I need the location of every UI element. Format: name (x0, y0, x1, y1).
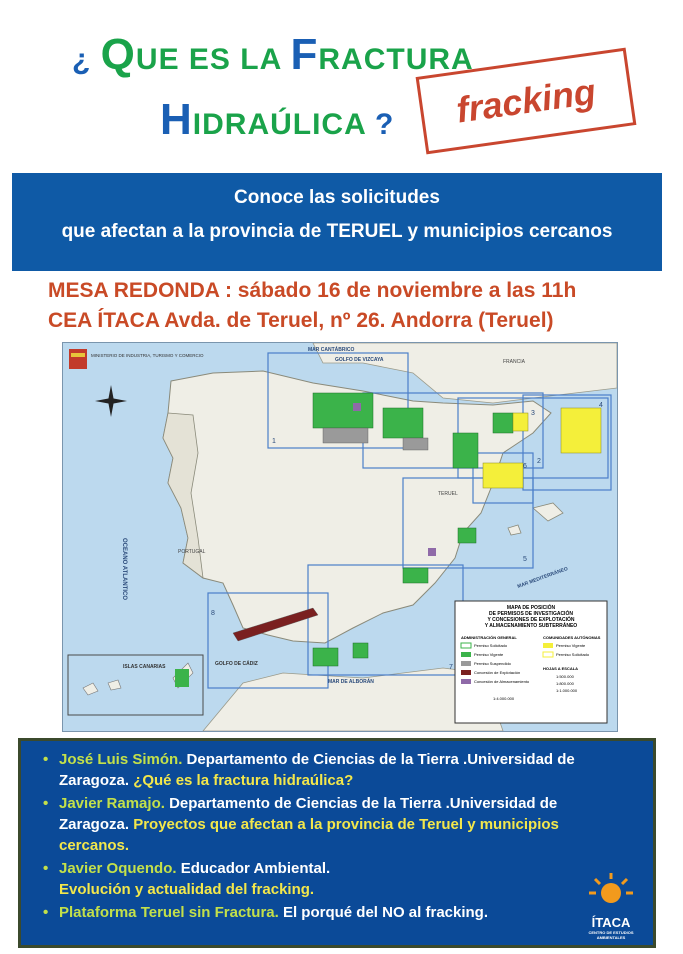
svg-text:DE PERMISOS DE INVESTIGACIÓN: DE PERMISOS DE INVESTIGACIÓN (489, 611, 573, 617)
label-cadiz: GOLFO DE CÁDIZ (215, 661, 258, 667)
svg-text:1:800.000: 1:800.000 (556, 681, 574, 686)
svg-text:Y ALMACENAMIENTO SUBTERRÁNEO: Y ALMACENAMIENTO SUBTERRÁNEO (484, 623, 578, 629)
svg-text:Concesión de Explotación: Concesión de Explotación (474, 670, 521, 675)
svg-text:Permiso Solicitado: Permiso Solicitado (474, 643, 508, 648)
speaker-affiliation: Departamento de Ciencias de la Tierra .Universidad de Zaragoza. (59, 795, 558, 833)
title-letter-f: F (290, 30, 319, 79)
svg-text:Permiso Solicitado: Permiso Solicitado (556, 652, 590, 657)
banner-line-2: que afectan a la provincia de TERUEL y municipios cercanos (61, 221, 613, 242)
speaker-topic: Evolución y actualidad del fracking. (59, 881, 315, 898)
svg-text:HOJAS A ESCALA: HOJAS A ESCALA (543, 666, 579, 671)
svg-text:2: 2 (537, 458, 541, 465)
label-portugal: PORTUGAL (178, 549, 206, 555)
svg-text:Permiso Vigente: Permiso Vigente (556, 643, 586, 648)
title-text-2: RACTURA (318, 43, 474, 76)
speaker-name: Javier Ramajo. (59, 795, 165, 812)
title-text-3: IDRAÚLICA (192, 108, 366, 141)
permits-map (62, 342, 618, 732)
event-date: MESA REDONDA : sábado 16 de noviembre a las 11h (48, 279, 577, 302)
speaker-item (59, 749, 653, 791)
label-teruel: TERUEL (438, 491, 458, 497)
info-banner (12, 173, 662, 271)
title-text-1: UE ES LA (135, 43, 291, 76)
svg-text:6: 6 (523, 463, 527, 470)
speaker-item (59, 902, 653, 923)
svg-text:Permiso Suspendido: Permiso Suspendido (474, 661, 511, 666)
speaker-item (59, 793, 653, 856)
sun-icon (581, 871, 641, 911)
speakers-list (21, 741, 653, 923)
title-letter-h: H (160, 95, 193, 144)
label-vizcaya: GOLFO DE VIZCAYA (335, 357, 384, 363)
svg-text:Y CONCESIONES DE EXPLOTACIÓN: Y CONCESIONES DE EXPLOTACIÓN (487, 617, 575, 623)
speaker-item (59, 858, 653, 900)
itaca-logo (581, 871, 641, 941)
svg-text:1:1.000.000: 1:1.000.000 (556, 688, 578, 693)
speaker-affiliation: Departamento de Ciencias de la Tierra .Universidad de Zaragoza. (59, 751, 575, 789)
svg-text:3: 3 (531, 410, 535, 417)
speaker-topic: Proyectos que afectan a la provincia de Teruel y municipios cercanos. (59, 816, 559, 854)
logo-subtitle: CENTRO DE ESTUDIOS AMBIENTALES (588, 930, 634, 940)
title-question-end: ? (365, 108, 395, 141)
label-mediterraneo: MAR MEDITERRÁNEO (516, 565, 569, 590)
banner-line-1: Conoce las solicitudes (234, 187, 440, 208)
svg-text:Concesión de Almacenamiento: Concesión de Almacenamiento (474, 679, 530, 684)
svg-text:8: 8 (211, 610, 215, 617)
svg-text:MAPA DE POSICIÓN: MAPA DE POSICIÓN (506, 605, 556, 611)
svg-text:ADMINISTRACIÓN GENERAL: ADMINISTRACIÓN GENERAL (461, 635, 517, 640)
speaker-name: Javier Oquendo. (59, 860, 177, 877)
svg-text:COMUNIDADES AUTÓNOMAS: COMUNIDADES AUTÓNOMAS (543, 635, 601, 640)
svg-text:7: 7 (449, 664, 453, 671)
title-letter-q: Q (100, 30, 136, 79)
title-question-mark: ¿ (72, 43, 92, 76)
svg-text:Permiso Vigente: Permiso Vigente (474, 652, 504, 657)
compass-icon (95, 385, 127, 417)
label-france: FRANCIA (503, 359, 525, 365)
event-location: CEA ÍTACA Avda. de Teruel, nº 26. Andorra (Teruel) (48, 309, 554, 332)
label-canarias: ISLAS CANARIAS (123, 664, 166, 670)
stamp-text: fracking (453, 70, 599, 131)
label-alboran: MAR DE ALBORÁN (328, 679, 374, 685)
balearic-islands (533, 503, 563, 521)
speakers-box (18, 738, 656, 948)
ministry-logo (69, 349, 87, 369)
logo-name: ÍTACA (591, 915, 631, 930)
speaker-name: José Luis Simón. (59, 751, 183, 768)
svg-text:1:4.000.000: 1:4.000.000 (493, 696, 515, 701)
label-cantabrico: MAR CANTÁBRICO (308, 347, 355, 353)
svg-text:4: 4 (599, 402, 603, 409)
svg-text:1: 1 (272, 438, 276, 445)
poster-title-line-1 (72, 30, 474, 80)
speaker-topic: ¿Qué es la fractura hidraúlica? (133, 772, 354, 789)
svg-text:1:500.000: 1:500.000 (556, 674, 574, 679)
label-atlantico: OCEANO ATLANTICO (121, 538, 127, 600)
ministry-label: MINISTERIO DE INDUSTRIA, TURISMO Y COMERCIO (91, 353, 204, 358)
speaker-affiliation: Educador Ambiental. (176, 860, 331, 877)
poster-title-line-2 (160, 95, 394, 145)
svg-text:5: 5 (523, 556, 527, 563)
speaker-name: Plataforma Teruel sin Fractura. (59, 904, 279, 921)
speaker-affiliation: El porqué del NO al fracking. (278, 904, 489, 921)
